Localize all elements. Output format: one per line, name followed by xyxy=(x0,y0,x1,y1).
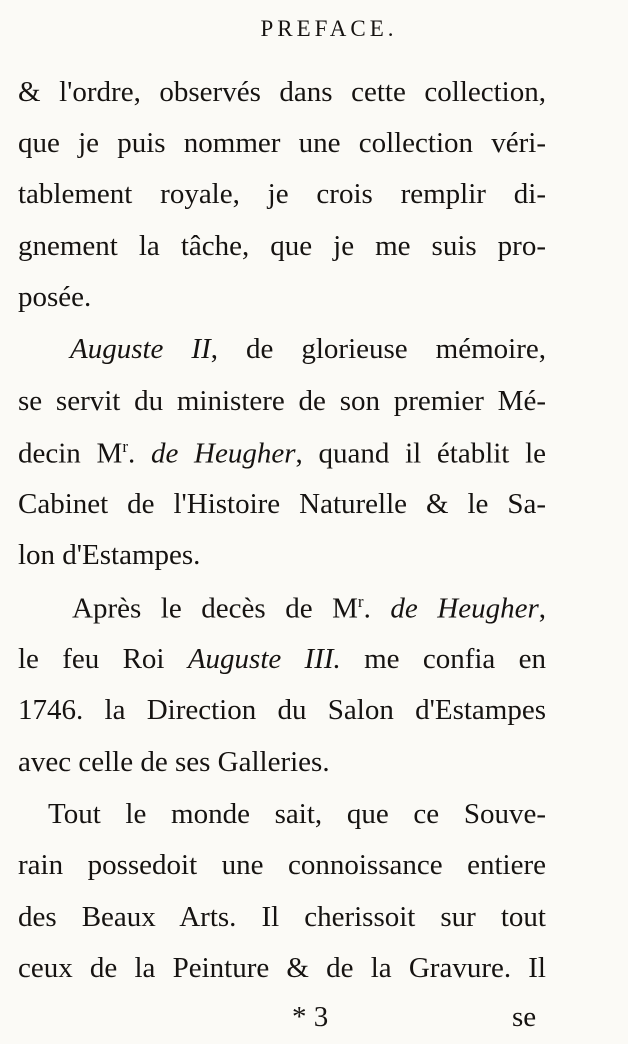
text-line-3: tablement royale, je crois remplir di- xyxy=(18,178,546,210)
text-line-9: Cabinet de l'Histoire Naturelle & le Sa- xyxy=(18,488,546,520)
name-de-heugher-2: de Heugher xyxy=(390,592,539,625)
name-auguste-iii: Auguste III. xyxy=(187,643,341,675)
text-line-1: & l'ordre, observés dans cette collection, xyxy=(18,76,546,108)
text-line-11 xyxy=(72,593,546,624)
text-line-6-rest: , de glorieuse mémoire, xyxy=(210,333,546,365)
text-line-8-start: decin M xyxy=(18,437,123,470)
text-line-8-dot: . xyxy=(127,437,151,470)
superscript-r-2: r xyxy=(357,592,364,611)
text-line-12-end: me confia en xyxy=(340,643,546,675)
text-line-10: lon d'Estampes. xyxy=(18,539,201,571)
text-line-14: avec celle de ses Galleries. xyxy=(18,746,330,778)
text-line-17: des Beaux Arts. Il cherissoit sur tout xyxy=(18,901,546,933)
text-line-13: 1746. la Direction du Salon d'Estampes xyxy=(18,694,546,726)
text-line-18: ceux de la Peinture & de la Gravure. Il xyxy=(18,952,546,984)
text-line-15: Tout le monde sait, que ce Souve- xyxy=(48,798,546,830)
page-header: PREFACE. xyxy=(260,16,398,41)
name-de-heugher: de Heugher xyxy=(150,437,296,470)
text-line-8 xyxy=(18,438,546,469)
text-line-11-end: , xyxy=(538,592,547,625)
text-line-12 xyxy=(18,645,546,674)
name-auguste-ii: Auguste II xyxy=(70,333,211,365)
text-line-2: que je puis nommer une collection véri- xyxy=(18,127,546,159)
text-line-7: se servit du ministere de son premier Mé- xyxy=(18,385,546,417)
superscript-r: r xyxy=(122,437,128,456)
text-line-5: posée. xyxy=(18,281,92,313)
text-line-12-start: le feu Roi xyxy=(18,643,188,675)
text-line-4: gnement la tâche, que je me suis pro- xyxy=(18,230,546,262)
signature-mark: * 3 xyxy=(292,1001,329,1033)
text-line-11-dot: . xyxy=(363,592,391,625)
text-line-16: rain possedoit une connoissance entiere xyxy=(18,849,546,881)
catchword: se xyxy=(512,1001,537,1033)
text-line-6 xyxy=(70,335,546,364)
text-line-11-start: Après le decès de M xyxy=(72,592,358,625)
text-line-8-end: , quand il établit le xyxy=(295,437,547,470)
